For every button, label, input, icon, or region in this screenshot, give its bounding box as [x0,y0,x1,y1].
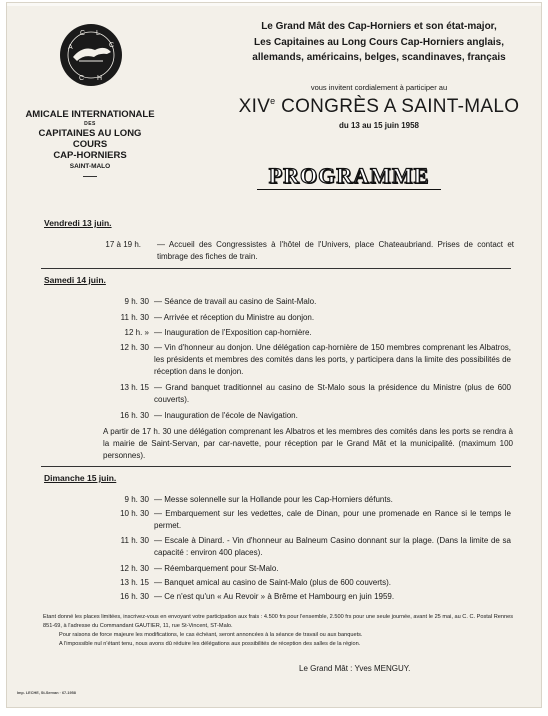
organization-name [23,109,157,177]
event-time: 12 h. 30 [120,564,149,573]
event-time: 11 h. 30 [120,313,149,322]
event-text: — Séance de travail au casino de Saint-Malo. [154,297,317,306]
event-text: — Accueil des Congressistes à l'hôtel de l'Univers, place Chateaubriand. Prises de contact et timbrage des fiches de train. [157,240,514,261]
event-time: 12 h. 30 [120,343,149,352]
event-text: — Réembarquement pour St-Malo. [154,564,279,573]
congress-dates: du 13 au 15 juin 1958 [338,121,420,130]
divider [41,466,511,467]
logo-letter: C [109,42,115,49]
intro-line: allemands, américains, belges, scandinaves, français [252,52,506,63]
day-heading: Dimanche 15 juin. [44,473,117,483]
org-line: CAPITAINES AU LONG COURS [38,128,142,150]
event-time: 16 h. 30 [120,592,149,601]
event-time: 13 h. 15 [120,578,149,587]
org-line: DES [84,121,96,127]
divider [83,176,97,177]
invitation-hosts [219,19,539,66]
note-paragraph: Pour raisons de force majeure les modifications, le cas échéant, seront annoncées à la séance de travail ou aux banquets. [59,632,363,638]
schedule-note: A partir de 17 h. 30 une délégation comprenant les Albatros et les membres des comités dans les ports se rendra à la mairie de Saint-Servan, par car-navette, pour réception par le Grand Mât et la municipalité. (maximum 100 personnes). [103,427,513,460]
event-text: — Vin d'honneur au donjon. Une délégation cap-hornière de 150 membres comprenant les Albatros, les présidents et membres des comités dans les ports, y participera dans la limite des possibilités de réception dans le donjon. [154,343,511,376]
logo-letter: H [97,75,103,82]
event-time: 9 h. 30 [124,495,149,504]
divider [257,189,441,190]
event-time: 13 h. 15 [120,383,149,392]
intro-line: Les Capitaines au Long Cours Cap-Horniers anglais, [253,36,505,48]
logo-letter: C [79,75,85,82]
event-text: — Inauguration de l'Exposition cap-hornière. [154,328,312,337]
congress-title [219,96,539,118]
note-paragraph: Etant donné les places limitées, inscrivez-vous en envoyant votre participation aux frais : 4.500 frs pour l'ensemble, 2.500 frs pour une seule journée, avant le 25 mai, au C. C. Postal Rennes 851-69, à l'adresse du Commandant GAUTIER, 11, rue St-Vincent, ST-Malo. [43,614,513,629]
event-time: 12 h. » [124,328,149,337]
day-heading: Vendredi 13 juin. [44,218,112,228]
congress-number: XIV [238,96,271,117]
note-paragraph: A l'impossible nul n'étant tenu, nous avons dû réduire les délégations aux possibilités de réception des salles de la région. [59,641,361,647]
logo-letter: A [68,44,73,51]
printer-imprint: Imp. LECHE, St-Servan · 67-1958 [17,691,76,695]
invite-text: vous invitent cordialement à participer au [310,83,448,92]
congress-ordinal: e [270,96,276,106]
programme-document [6,2,542,708]
org-line: CAP-HORNIERS [53,150,127,161]
event-text: — Banquet amical au casino de Saint-Malo (plus de 600 couverts). [154,578,392,587]
event-text: — Arrivée et réception du Ministre au donjon. [154,313,315,322]
event-text: — Escale à Dinard. - Vin d'honneur au Balneum Casino donnant sur la plage. (Dans la limite de sa capacité : environ 400 places). [154,536,511,557]
programme-heading: PROGRAMME [268,163,430,188]
event-text: — Embarquement sur les vedettes, cale de Dinan, pour une promenade en Rance si le temps le permet. [154,509,511,530]
event-time: 9 h. 30 [124,297,149,306]
logo-letter: L [96,30,100,37]
event-text: — Ce n'est qu'un « Au Revoir » à Brême et Hambourg en juin 1959. [154,592,395,601]
event-text: — Inauguration de l'école de Navigation. [154,411,298,420]
event-time: 17 à 19 h. [105,240,141,249]
intro-line: Le Grand Mât des Cap-Horniers et son état-major, [261,21,497,32]
event-time: 10 h. 30 [120,509,149,518]
signature: Le Grand Mât : Yves MENGUY. [299,664,411,673]
congress-title-rest: CONGRÈS A SAINT-MALO [275,96,520,117]
event-time: 11 h. 30 [120,536,149,545]
event-text: — Messe solennelle sur la Hollande pour les Cap-Horniers défunts. [154,495,393,504]
aclc-logo-icon [59,23,123,87]
org-line: SAINT-MALO [69,163,111,170]
org-line: AMICALE INTERNATIONALE [25,109,155,120]
day-heading: Samedi 14 juin. [44,275,106,285]
event-time: 16 h. 30 [120,411,149,420]
logo-letter: C [80,30,86,37]
divider [41,268,511,269]
registration-notes [43,613,513,649]
event-text: — Grand banquet traditionnel au casino de St-Malo sous la présidence du Ministre (plus de 600 couverts). [154,383,511,404]
